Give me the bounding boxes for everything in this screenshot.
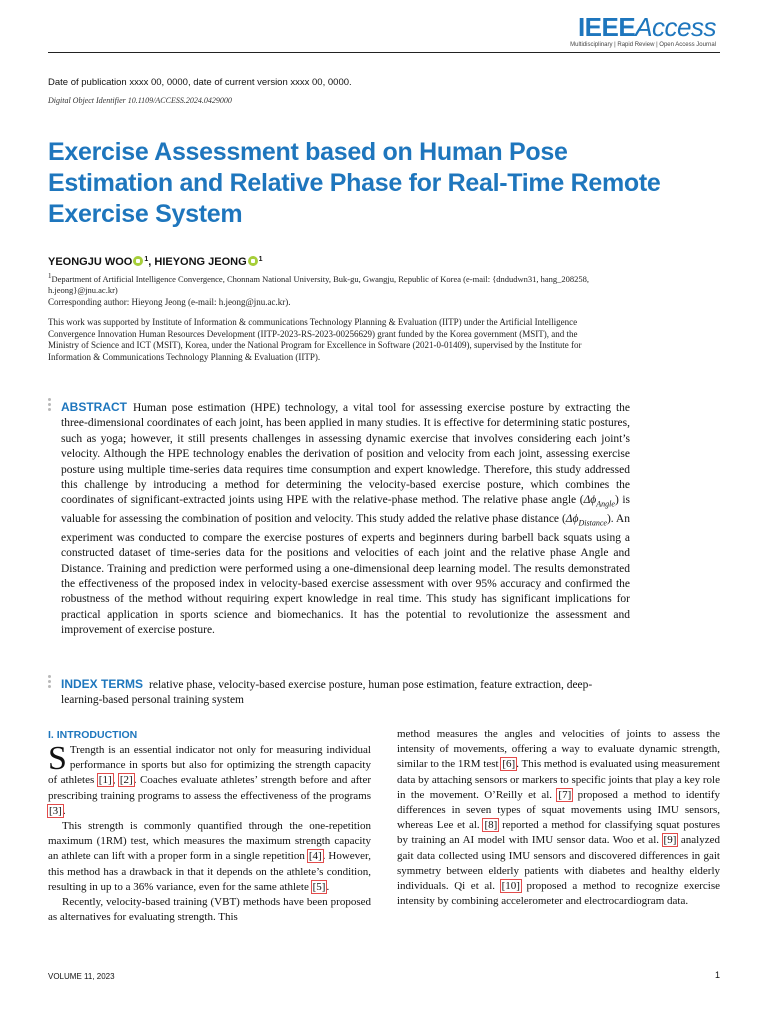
abstract-label: ABSTRACT (61, 400, 127, 414)
paragraph-text: Trength is an essential indicator not only for measuring individual performance in sports but also for optimizing the strength capacity of athletes (48, 744, 371, 787)
paragraph-text: . However, this method has a drawback in that it depends on the athlete’s condition, resulting in up to a 36% variance, even for the same athlete (48, 850, 371, 893)
citation-link[interactable]: [7] (558, 788, 572, 801)
paragraph-text: proposed a method to recognize exercise intensity by combining accelerometer and electrocardiogram data. (397, 880, 720, 908)
author-affiliation-mark: 1 (144, 256, 149, 263)
citation-link[interactable]: [3] (49, 804, 62, 817)
author-name: HIEYONG JEONG (154, 256, 247, 268)
symbol-subscript: Distance (578, 518, 607, 528)
brand-italic: Access (635, 12, 716, 42)
drop-cap: S (48, 740, 67, 777)
paragraph-text: proposed a method to identify differences in seven types of squat movements using IMU sensors, whereas Lee et al. (397, 788, 720, 832)
paragraph-text: Recently, velocity-based training (VBT) methods have been proposed as alternatives for evaluating strength. This (48, 896, 371, 924)
paragraph-text: analyzed gait data collected using IMU sensors and discovered differences in gait symmetry between elderly patients with diabetes and healthy elderly individuals. Qi et al. (397, 834, 720, 893)
doi-line: Digital Object Identifier 10.1109/ACCESS.2024.0429000 (48, 96, 232, 105)
publication-date: Date of publication xxxx 00, 0000, date of current version xxxx 00, 0000. (48, 77, 352, 88)
orcid-icon[interactable] (133, 256, 143, 266)
section-heading: I. INTRODUCTION (48, 729, 138, 741)
header-rule (48, 52, 720, 53)
paragraph-text: . (62, 804, 66, 817)
author-name: YEONGJU WOO (48, 256, 133, 268)
paragraph (397, 727, 720, 909)
citation-link[interactable]: [4] (308, 850, 322, 863)
citation-link[interactable]: [5] (312, 880, 326, 893)
abstract-text: ). An experiment was conducted to compare the exercise postures of experts and beginners during barbell back squats using a constructed dataset of time-series data for the positions and velocities of each joint and the relative phase Angle and Distance. Training and prediction were performed using a one-dimensional deep learning model. The results demonstrated the effectiveness of the proposed index in velocity-based exercise assessment with over 95% accuracy and confirmed the robustness of the method without requiring expert knowledge in real time. This study has significant implications for practical application in sports science and biomechanics. It has the potential to revolutionize the assessment and improvement of exercise posture. (61, 513, 630, 637)
citation-link[interactable]: [1] (98, 774, 112, 787)
corresponding-author: Corresponding author: Hieyong Jeong (e-mail: h.jeong@jnu.ac.kr). (48, 297, 291, 307)
abstract-text: ) is valuable for assessing the combination of position and velocity. This study added the relative phase distance ( (61, 494, 630, 526)
index-terms-text: relative phase, velocity-based exercise posture, human pose estimation, feature extraction, deep-learning-based personal training system (61, 679, 593, 707)
symbol-delta-phi: Δϕ (583, 494, 597, 507)
paragraph-text: . (326, 880, 330, 893)
paragraph-text: method measures the angles and velocities of joints to assess the intensity of movements, offering a way to evaluate dynamic strength, similar to the 1RM test (397, 728, 720, 771)
index-terms-dots-icon (48, 675, 52, 690)
paragraph-text: . This method is evaluated using measurement data by attaching sensors or markers to specific joints that play a key role in the movement. O’Reilly et al. (397, 758, 720, 801)
paragraph-text: reported a method for classifying squat postures by training an AI model with IMU sensor data. Woo et al. (397, 819, 720, 847)
orcid-icon[interactable] (248, 256, 258, 266)
citation-link[interactable]: [8] (484, 819, 498, 832)
paragraph-text: . Coaches evaluate athletes’ strength before and after prescribing training programs to assess the effectiveness of the programs (48, 774, 371, 802)
author-list (48, 256, 263, 268)
citation-link[interactable]: [9] (663, 834, 677, 847)
symbol-delta-phi: Δϕ (565, 513, 579, 526)
citation-link[interactable]: [2] (119, 774, 133, 787)
left-column (48, 740, 371, 925)
footer-volume: VOLUME 11, 2023 (48, 972, 115, 981)
right-column (397, 727, 720, 909)
page-number: 1 (714, 970, 720, 980)
abstract (61, 400, 630, 639)
abstract-dots-icon (48, 398, 52, 413)
paragraph (48, 895, 371, 925)
paragraph (48, 740, 371, 819)
funding-note: This work was supported by Institute of Information & communications Technology Planning & Evaluation (IITP) under the Artificial Intelligence Convergence Innovation Human Resources Development (IITP-2023-RS-2023-00256629) grant funded by the Korea government (MSIT), and the Ministry of Science and ICT (MSIT), Korea, under the National Program for Excellence in Software (2021-0-01409), supervised by the Institute for Information & Communications Technology Planning & Evaluation (IITP). (48, 317, 582, 363)
brand-bold: IEEE (577, 12, 636, 42)
citation-link[interactable]: [6] (502, 758, 516, 771)
paragraph-text: This strength is commonly quantified through the one-repetition maximum (1RM) test, which measures the maximum strength capacity an athlete can lift with a proper form in a single repetition (48, 820, 371, 863)
ieee-access-logo (570, 14, 716, 48)
paragraph (48, 819, 371, 895)
paragraph-text: , (112, 774, 119, 787)
paper-title: Exercise Assessment based on Human Pose Estimation and Relative Phase for Real-Time Remote Exercise System (48, 138, 661, 228)
index-terms (61, 677, 630, 709)
symbol-subscript: Angle (596, 499, 615, 509)
affiliation-mark: 1 (48, 272, 52, 280)
author-affiliation-mark: 1 (258, 256, 263, 263)
brand-tagline: Multidisciplinary | Rapid Review | Open Access Journal (570, 42, 716, 48)
index-terms-label: INDEX TERMS (61, 677, 144, 691)
affiliation-text: Department of Artificial Intelligence Convergence, Chonnam National University, Buk-gu, Gwangju, Republic of Korea (e-mail: {dndudwn31, hang_208258, h.jeong}@jnu.ac.kr) (48, 274, 590, 295)
abstract-text: Human pose estimation (HPE) technology, a vital tool for assessing exercise posture by extracting the three-dimensional coordinates of each joint, has been applied in many studies. It is effective for determining static postures, such as yoga; however, it still presents challenges in assessing dynamic exercise that involves considering each joint’s velocity. Although the HPE technology enables the derivation of position and velocity from each joint, assessing exercise posture using multiple time-series data requires time consumption and expert knowledge. Therefore, this study addressed this challenge by introducing a method for determining the velocity-based exercise posture, which combines the coordinates of significant-extracted joints using HPE with the relative-phase method. The relative phase angle ( (61, 402, 630, 507)
citation-link[interactable]: [10] (501, 880, 520, 893)
affiliation (48, 271, 628, 296)
author-separator: , (148, 256, 155, 268)
